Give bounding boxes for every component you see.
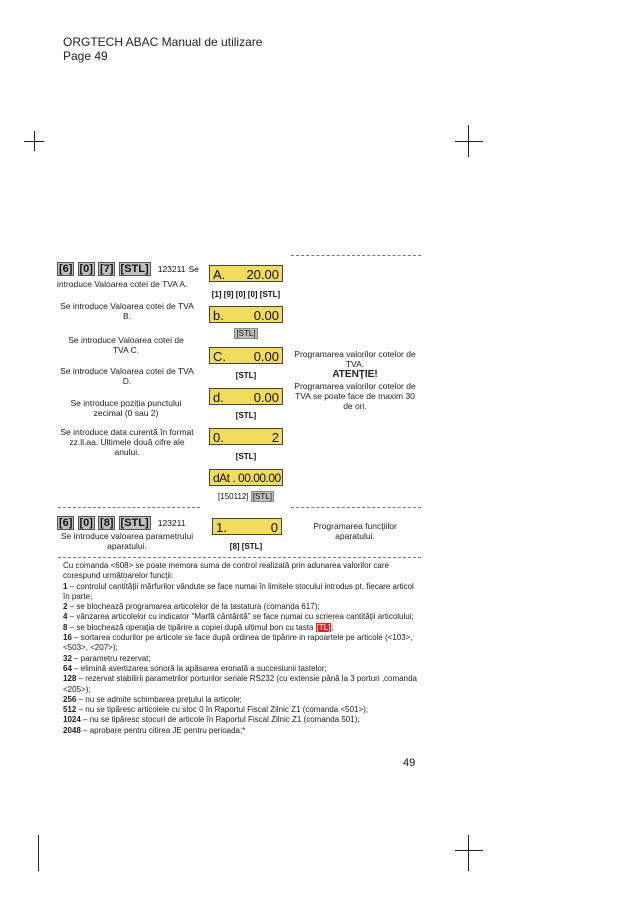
note-item: 8 – se blochează operaţia de tipărire a copiei după ultimul bon cu tasta [TL]; <box>63 622 334 632</box>
note-item: 256 – nu se admite schimbarea preţului la articole; <box>63 694 242 704</box>
vat-attention: ATENŢIE! <box>332 369 378 380</box>
vat-side-note: Programarea valorilor cotelor de TVA se poate face de maxim 30 de ori. <box>294 381 416 411</box>
func-code: 123211 <box>157 518 186 528</box>
vat-intro-tail: Se <box>188 264 199 274</box>
divider <box>291 507 421 508</box>
note-item: 64 – elimină avertizarea sonoră la apăsarea eronată a succesiunii tastelor; <box>63 663 327 673</box>
key-6: [6] <box>59 263 73 275</box>
key-0: [0] <box>79 517 93 529</box>
crop-mark <box>455 850 483 851</box>
date-key-line: [150112] [STL] <box>218 492 272 501</box>
key-0: [0] <box>79 263 93 275</box>
note-item: 1 – controlul cantităţii mărfurilor vândute se face numai în limitele stocului introdus pt. fiecare articol în parte; <box>63 581 414 601</box>
vat-desc-decimal: Se introduce poziţia punctului zecimal (0 sau 2) <box>70 398 182 418</box>
key-7: [7] <box>100 263 114 275</box>
key-8: [8] <box>100 517 114 529</box>
vat-desc-c: Se introduce Valoarea cotei de TVA C. <box>68 335 184 355</box>
key-line: [STL] <box>235 411 257 420</box>
vat-desc-a: introduce Valoarea cotei de TVA A. <box>57 279 188 289</box>
note-intro: Cu comanda <608> se poate memora suma de control realizată prin adunarea valorilor care corespund următoarelor funcţii: <box>63 561 389 581</box>
note-item: 32 – parametru rezervat; <box>63 653 151 663</box>
tl-key-badge: [TL] <box>316 622 331 632</box>
crop-mark <box>468 125 469 157</box>
vat-desc-b: Se introduce Valoarea cotei de TVA B. <box>60 301 194 321</box>
lcd-display-date: dAt . 00.00.00 <box>209 469 283 486</box>
divider <box>58 557 421 558</box>
function-note <box>63 561 421 736</box>
vat-side-title: Programarea valorilor cotelor de TVA. <box>294 349 416 369</box>
divider <box>291 255 421 256</box>
key-6: [6] <box>59 517 73 529</box>
key-stl: [STL] <box>120 517 149 529</box>
note-item: 2 – se blochează programarea articolelor de la tastatura (comanda 617); <box>63 602 320 612</box>
crop-mark <box>34 131 35 151</box>
header-title: ORGTECH ABAC Manual de utilizare <box>63 35 263 49</box>
key-line: [1] [9] [0] [0] [STL] <box>211 290 281 299</box>
page-number: 49 <box>403 757 416 769</box>
note-item: 1024 – nu se tipăresc stocuri de articole în Raportul Fiscal Zilnic Z1 (comanda 501); <box>63 715 360 725</box>
crop-mark <box>468 835 469 871</box>
lcd-display-a: A. 20.00 <box>209 265 283 282</box>
func-side-title: Programarea funcţiilor aparatului. <box>313 521 397 541</box>
vat-desc-date: Se introduce data curentă în format zz.ll.aa. Ultimele două cifre ale anului. <box>60 427 194 457</box>
note-item: 4 – vânzarea articolelor cu indicator "Marfă cântărită" se face numai cu scrierea cantităţii articolului; <box>63 612 414 622</box>
func-key-sequence <box>57 516 185 530</box>
header-page: Page 49 <box>63 49 108 63</box>
crop-mark <box>455 141 483 142</box>
vat-key-sequence <box>57 262 199 276</box>
key-line: [STL] <box>235 371 257 380</box>
key-stl: [STL] <box>120 263 149 275</box>
lcd-display-func: 1. 0 <box>212 518 282 535</box>
func-desc: Se introduce valoarea parametrului aparatului. <box>60 531 194 551</box>
note-item: 2048 – aprobare pentru citirea JE pentru perioada;* <box>63 725 246 735</box>
func-key-line: [8] [STL] <box>229 542 263 551</box>
note-item: 16 – sortarea codurilor pe articole se face după ordinea de tipărire in rapoartele pe articole (<103>, <503>, <207>); <box>63 633 413 653</box>
vat-desc-d: Se introduce Valoarea cotei de TVA D. <box>60 366 194 386</box>
crop-mark <box>38 835 39 871</box>
lcd-display-b: b. 0.00 <box>209 306 283 323</box>
lcd-display-c: C. 0.00 <box>209 347 283 364</box>
lcd-display-decimal: 0. 2 <box>209 428 283 445</box>
key-line: [STL] <box>235 452 257 461</box>
note-item: 128 – rezervat stabilirii parametrilor porturilor seriale RS232 (cu extensie până la 3 porturi ,comanda <205>); <box>63 674 417 694</box>
divider <box>58 507 200 508</box>
key-line: [STL] <box>236 329 256 338</box>
note-item: 512 – nu se tipăresc articolele cu stoc 0 în Raportul Fiscal Zilnic Z1 (comanda <501>); <box>63 705 369 715</box>
lcd-display-d: d. 0.00 <box>209 388 283 405</box>
vat-code: 123211 <box>157 264 186 274</box>
